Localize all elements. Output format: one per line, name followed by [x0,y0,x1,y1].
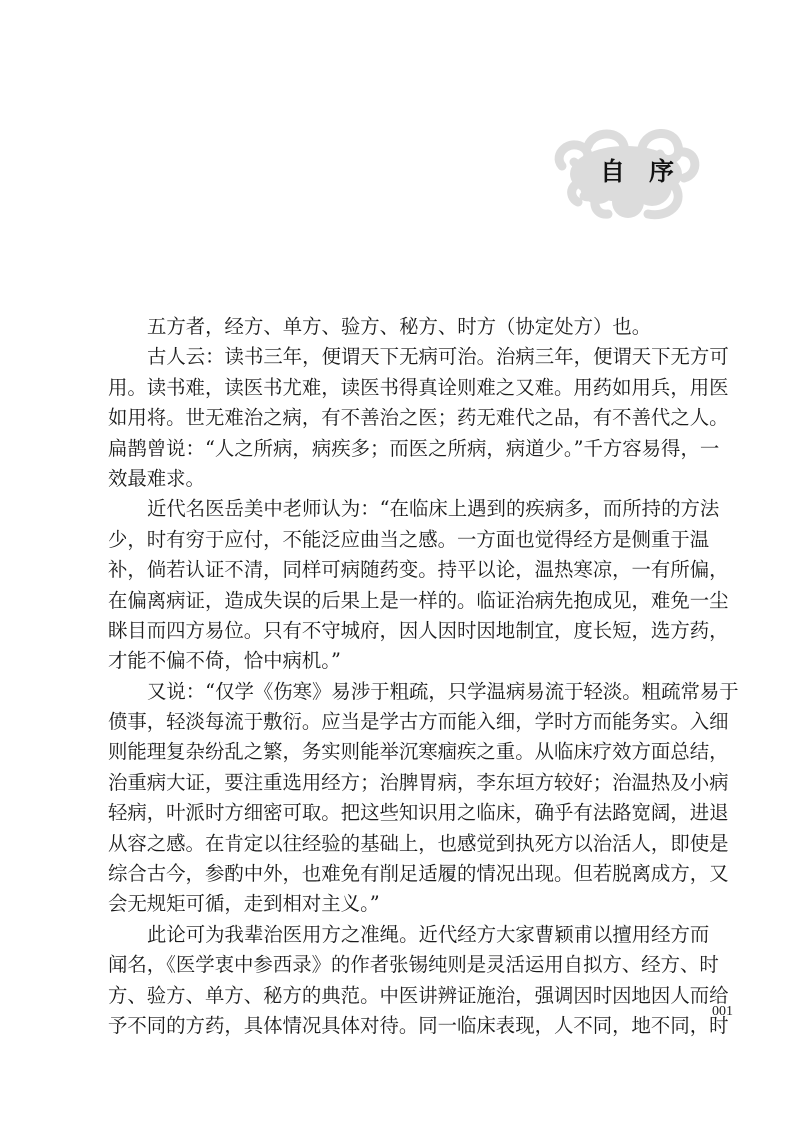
text-line: 眯目而四方易位。只有不守城府，因人因时因地制宜，度长短，选方药， [108,618,729,642]
paragraph [108,342,729,494]
text-line: 近代名医岳美中老师认为：“在临床上遇到的疾病多，而所持的方法 [147,497,720,521]
text-line: 治重病大证，要注重选用经方；治脾胃病，李东垣方较好；治温热及小病 [108,770,729,794]
text-line: 方、验方、单方、秘方的典范。中医讲辨证施治，强调因时因地因人而给 [108,983,729,1007]
text-line: 五方者，经方、单方、验方、秘方、时方（协定处方）也。 [147,315,652,338]
paragraph [108,677,739,920]
page-number: 001 [712,1004,733,1019]
text-line: 在偏离病证，造成失误的后果上是一样的。临证治病先抱成见，难免一尘 [108,588,729,612]
text-line: 轻病，叶派时方细密可取。把这些知识用之临床，确乎有法路宽阔，进退 [108,801,729,825]
text-line: 此论可为我辈治医用方之准绳。近代经方大家曹颖甫以擅用经方而 [147,922,710,946]
text-line: 从容之感。在肯定以往经验的基础上，也感觉到执死方以治活人，即使是 [108,831,729,855]
text-line: 古人云：读书三年，便谓天下无病可治。治病三年，便谓天下无方可 [147,345,729,369]
text-line: 会无规矩可循，走到相对主义。” [108,892,380,916]
text-line: 综合古今，参酌中外，也难免有削足适履的情况出现。但若脱离成方，又 [108,862,729,886]
text-line: 偾事，轻淡每流于敷衍。应当是学古方而能入细，学时方而能务实。入细 [108,710,729,734]
text-line: 效最难求。 [108,466,205,490]
text-line: 如用将。世无难治之病，有不善治之医；药无难代之品，有不善代之人。 [108,406,729,430]
text-line: 才能不偏不倚，恰中病机。” [108,649,341,673]
text-line: 又说：“仅学《伤寒》易涉于粗疏，只学温病易流于轻淡。粗疏常易于 [147,679,739,703]
paragraph [108,494,729,676]
text-line: 补，倘若认证不清，同样可病随药变。持平以论，温热寒凉，一有所偏， [108,558,729,582]
text-line: 闻名，《医学衷中参西录》的作者张锡纯则是灵活运用自拟方、经方、时 [108,953,719,977]
text-line: 予不同的方药，具体情况具体对待。同一临床表现，人不同，地不同，时 [108,1013,729,1037]
text-line: 则能理复杂纷乱之繁，务实则能举沉寒痼疾之重。从临床疗效方面总结， [108,740,729,764]
page-title: 自序 [600,157,699,186]
chapter-heading [548,126,704,222]
paragraph [108,312,656,342]
text-line: 用。读书难，读医书尤难，读医书得真诠则难之又难。用药如用兵，用医 [108,375,729,399]
text-line: 扁鹊曾说：“人之所病，病疾多；而医之所病，病道少。”千方容易得，一 [108,436,720,460]
text-line: 少，时有穷于应付，不能泛应曲当之感。一方面也觉得经方是侧重于温 [108,527,710,551]
